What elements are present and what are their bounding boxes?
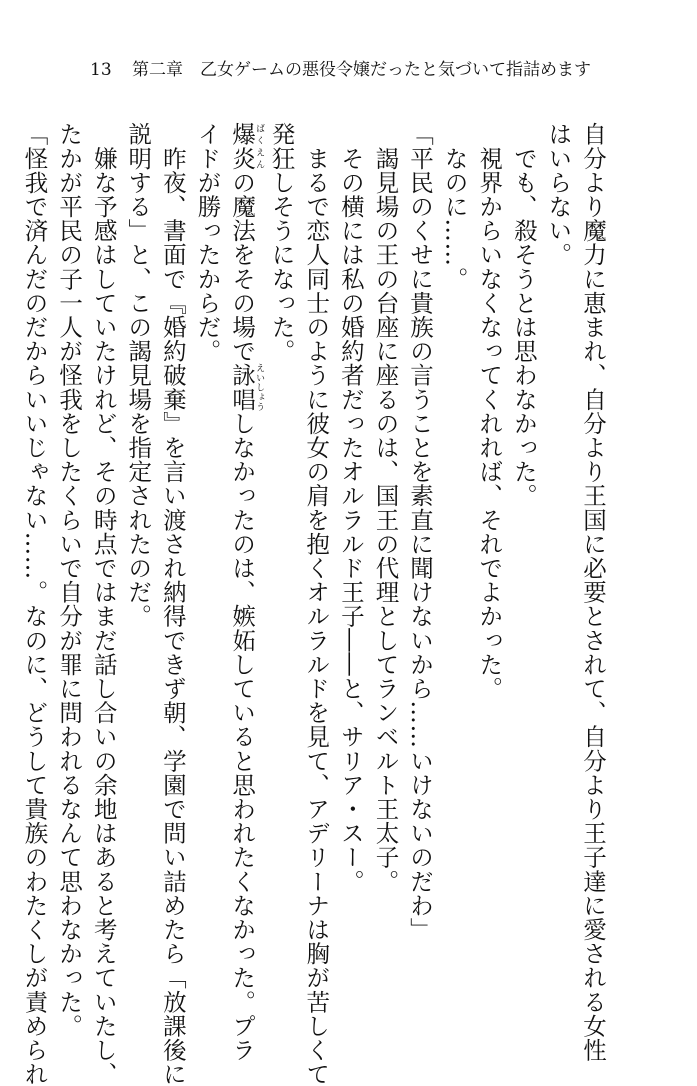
text-line: なのに……。 — [440, 122, 469, 291]
text-line: 嫌な予感はしていたけれど、その時点ではまだ話し合いの余地はあると考えていたし、 — [89, 122, 118, 1086]
text-line: 「平民のくせに貴族の言うことを素直に聞けないから……いけないのだわ」 — [406, 122, 435, 942]
vertical-body-text — [20, 122, 610, 1086]
text-line: イドが勝ったからだ。 — [193, 122, 222, 363]
running-title: 第二章 乙女ゲームの悪役令嬢だったと気づいて指詰めます — [132, 60, 591, 80]
text-line: はいらない。 — [544, 122, 573, 267]
text-line: 謁見場の王の台座に座るのは、国王の代理としてランベルト王太子。 — [371, 122, 400, 894]
text-line-with-ruby: 爆炎ばくえんの魔法をその場で詠唱えいしょうしなかったのは、嫉妬していると思われたくなかった。プラ — [228, 122, 265, 1062]
text-line: 発狂しそうになった。 — [267, 122, 296, 363]
text-line: でも、殺そうとは思わなかった。 — [509, 122, 538, 508]
text-line: 「怪我で済んだのだからいいじゃない……。なのに、どうして貴族のわたくしが責められ — [20, 122, 49, 1086]
ruby-bakuen: 爆炎ばくえん — [228, 122, 265, 171]
text-line: その横には私の婚約者だったオルラルド王子――と、サリア・スー。 — [336, 122, 365, 894]
ruby-reading: えいしょう — [254, 363, 265, 412]
ruby-eishou: 詠唱えいしょう — [228, 363, 265, 412]
text-line: 視界からいなくなってくれれば、それでよかった。 — [475, 122, 504, 701]
text-line: 説明する」と、この謁見場を指定されたのだ。 — [124, 122, 153, 629]
text-line: 自分より魔力に恵まれ、自分より王国に必要とされて、自分より王子達に愛される女性 — [579, 122, 607, 1062]
text-line: 昨夜、書面で『婚約破棄』を言い渡され納得できず朝、学園で問い詰めたら「放課後に — [158, 122, 187, 1086]
text-line: たかが平民の子一人が怪我をしたくらいで自分が罪に問われるなんて思わなかった。 — [55, 122, 84, 1038]
page-number: 13 — [90, 60, 112, 80]
text-line: まるで恋人同士のように彼女の肩を抱くオルラルドを見て、アデリーナは胸が苦しくて — [302, 122, 331, 1086]
ruby-reading: ばくえん — [254, 122, 265, 171]
page-header — [90, 56, 650, 84]
